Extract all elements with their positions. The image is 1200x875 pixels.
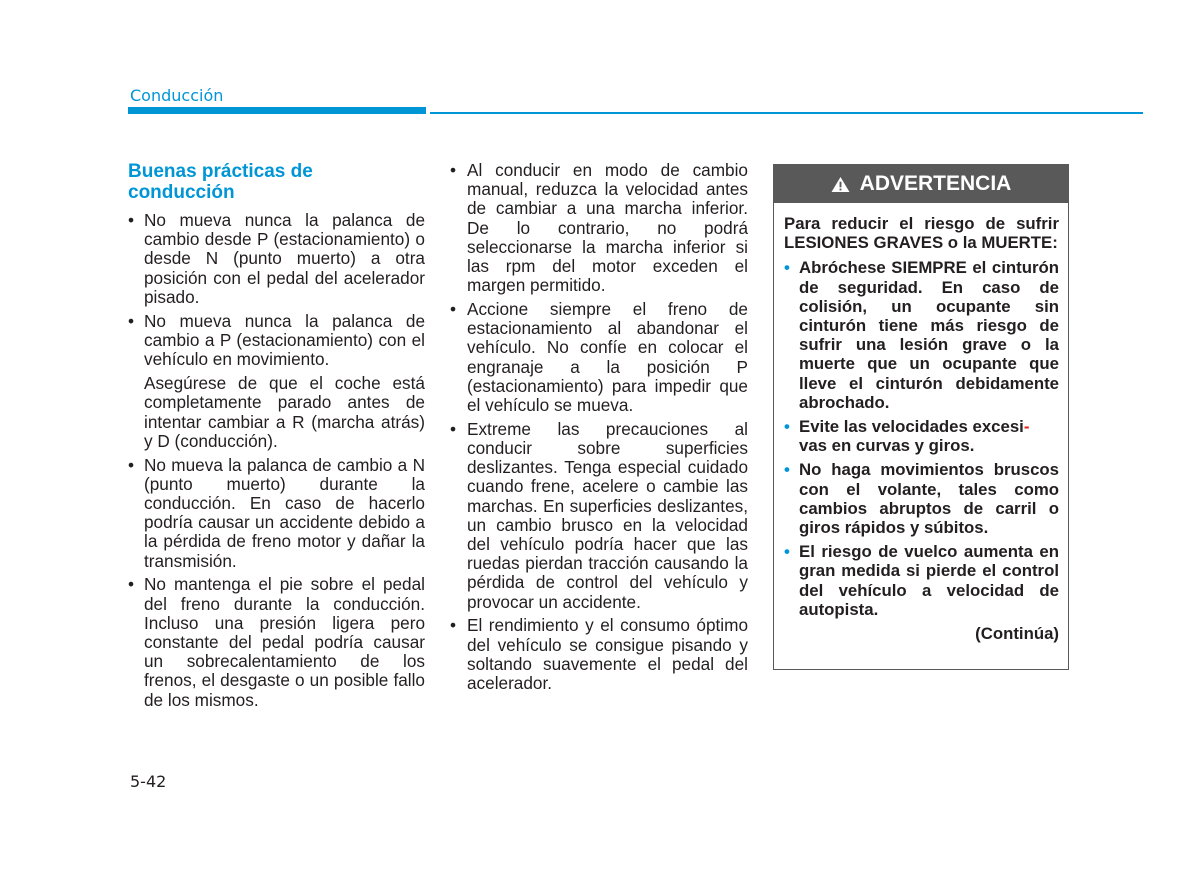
list-item-text: No mueva nunca la palanca de cambio desde P (estacionamiento) o desde N (punto muerto) a otra posición con el pedal del acelerador pisado. — [144, 210, 425, 307]
warning-item-text-cont: vas en curvas y giros. — [799, 436, 975, 456]
warning-intro: Para reducir el riesgo de sufrir LESIONES GRAVES o la MUERTE: — [784, 214, 1059, 253]
list-item — [128, 456, 425, 571]
warning-item-text: Evite las velocidades excesi — [799, 417, 1024, 437]
section-heading-line2: conducción — [128, 181, 235, 203]
list-item-text: El rendimiento y el consumo óptimo del vehículo se consigue pisando y soltando suavemente el pedal del acelerador. — [467, 615, 748, 694]
left-column — [128, 161, 425, 714]
list-item — [450, 616, 748, 693]
list-item-text: No mueva nunca la palanca de cambio a P (estacionamiento) con el vehículo en movimiento. — [144, 310, 425, 370]
warning-header — [774, 165, 1068, 203]
warning-item — [784, 258, 1059, 412]
warning-item — [784, 417, 1059, 455]
warning-title: ADVERTENCIA — [859, 172, 1012, 195]
warning-triangle-icon — [831, 176, 850, 193]
hyphenation-mark: - — [1023, 417, 1030, 437]
list-item-text: No mantenga el pie sobre el pedal del freno durante la conducción. Incluso una presión ligera pero constante del pedal podría causar un sobrecalentamiento de los frenos, el desgaste o un posible fallo de los mismos. — [144, 574, 425, 710]
list-item-note: Asegúrese de que el coche está completamente parado antes de intentar cambiar a R (marcha atrás) y D (conducción). — [144, 373, 425, 451]
warning-item-text: El riesgo de vuelco aumenta en gran medida si pierde el control del vehículo a velocidad de autopista. — [799, 542, 1059, 619]
continued-label: (Continúa) — [975, 624, 1059, 644]
list-item — [128, 211, 425, 307]
list-item-text: No mueva la palanca de cambio a N (punto muerto) durante la conducción. En caso de hacerlo podría causar un accidente debido a la pérdida de freno motor y dañar la transmisión. — [144, 454, 425, 571]
warning-box — [773, 164, 1069, 670]
driving-tips-list — [128, 211, 425, 710]
header-rule-thin — [430, 112, 1143, 114]
warning-item — [784, 542, 1059, 619]
list-item — [450, 420, 748, 612]
list-item — [450, 300, 748, 415]
middle-column — [450, 161, 748, 698]
driving-tips-list-continued — [450, 161, 748, 693]
list-item-text: Accione siempre el freno de estacionamiento al abandonar el vehículo. No confíe en colocar el engranaje a la posición P (estacionamiento) para impedir que el vehículo se mueva. — [467, 299, 748, 416]
list-item-text: Al conducir en modo de cambio manual, reduzca la velocidad antes de cambiar a una marcha inferior. De lo contrario, no podrá seleccionarse la marcha inferior si las rpm del motor exceden el margen permitido. — [467, 160, 748, 296]
page-number: 5-42 — [130, 772, 167, 791]
section-heading — [128, 162, 425, 203]
header-rule-thick — [128, 107, 426, 114]
warning-item-text: Abróchese SIEMPRE el cinturón de seguridad. En caso de colisión, un ocupante sin cinturón tiene más riesgo de sufrir una lesión grave o la muerte que un ocupante que lleve el cinturón debidamente abrochado. — [799, 258, 1059, 412]
list-item — [128, 312, 425, 451]
list-item — [128, 575, 425, 709]
warning-item-text: No haga movimientos bruscos con el volante, tales como cambios abruptos de carril o giros rápidos y súbitos. — [799, 460, 1059, 538]
list-item — [450, 161, 748, 295]
warning-body — [774, 203, 1068, 643]
list-item-text: Extreme las precauciones al conducir sobre superficies deslizantes. Tenga especial cuidado cuando frene, acelere o cambie las marchas. En superficies deslizantes, un cambio brusco en la velocidad del vehículo podría hacer que las ruedas pierdan tracción causando la pérdida de control del vehículo y provocar un accidente. — [467, 418, 748, 612]
warning-item — [784, 460, 1059, 537]
section-heading-line1: Buenas prácticas de — [128, 161, 313, 182]
section-header-title: Conducción — [130, 86, 224, 105]
warning-list — [784, 258, 1059, 619]
